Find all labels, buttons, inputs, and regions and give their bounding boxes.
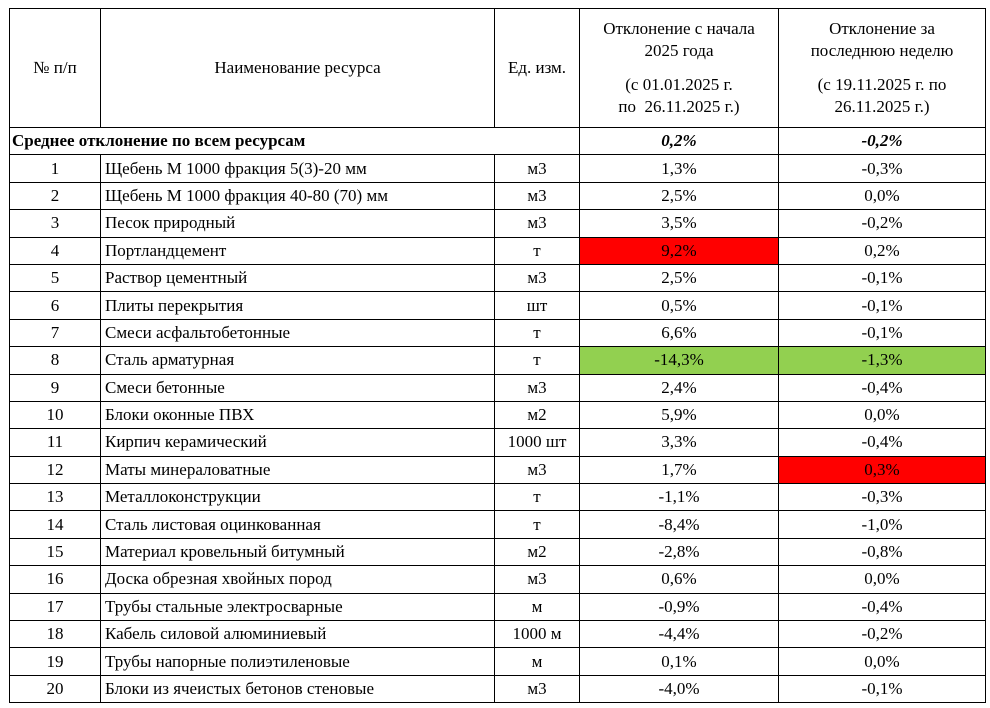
average-label: Среднее отклонение по всем ресурсам <box>10 128 580 155</box>
table-row <box>10 593 986 620</box>
unit-of-measure: т <box>495 484 580 511</box>
unit-of-measure: 1000 м <box>495 621 580 648</box>
row-num: 16 <box>10 566 101 593</box>
table-row <box>10 511 986 538</box>
header-week-deviation <box>779 9 986 128</box>
unit-of-measure: т <box>495 237 580 264</box>
ytd-deviation: 1,7% <box>580 456 779 483</box>
ytd-deviation: -8,4% <box>580 511 779 538</box>
unit-of-measure: м3 <box>495 675 580 702</box>
table-row <box>10 429 986 456</box>
resource-name: Раствор цементный <box>101 264 495 291</box>
table-row <box>10 648 986 675</box>
table-row <box>10 292 986 319</box>
unit-of-measure: м3 <box>495 374 580 401</box>
resource-name: Материал кровельный битумный <box>101 538 495 565</box>
ytd-deviation: -0,9% <box>580 593 779 620</box>
unit-of-measure: шт <box>495 292 580 319</box>
week-deviation: 0,3% <box>779 456 986 483</box>
unit-of-measure: м3 <box>495 456 580 483</box>
ytd-deviation: 6,6% <box>580 319 779 346</box>
week-deviation: -1,0% <box>779 511 986 538</box>
unit-of-measure: т <box>495 511 580 538</box>
row-num: 9 <box>10 374 101 401</box>
table-row <box>10 621 986 648</box>
unit-of-measure: м <box>495 648 580 675</box>
unit-of-measure: м3 <box>495 155 580 182</box>
table-body <box>10 128 986 703</box>
resource-name: Кирпич керамический <box>101 429 495 456</box>
table-row <box>10 538 986 565</box>
ytd-deviation: 2,4% <box>580 374 779 401</box>
row-num: 20 <box>10 675 101 702</box>
row-num: 14 <box>10 511 101 538</box>
week-deviation: 0,2% <box>779 237 986 264</box>
resource-name: Песок природный <box>101 210 495 237</box>
week-deviation: -0,1% <box>779 675 986 702</box>
header-ytd-line1: Отклонение с начала <box>603 19 755 38</box>
week-deviation: -0,2% <box>779 210 986 237</box>
header-unit: Ед. изм. <box>495 9 580 128</box>
ytd-deviation: 0,1% <box>580 648 779 675</box>
unit-of-measure: т <box>495 347 580 374</box>
ytd-deviation: 3,5% <box>580 210 779 237</box>
resource-name: Трубы стальные электросварные <box>101 593 495 620</box>
table-row <box>10 401 986 428</box>
table-row <box>10 484 986 511</box>
header-week-line1: Отклонение за <box>829 19 935 38</box>
resource-name: Смеси асфальтобетонные <box>101 319 495 346</box>
week-deviation: 0,0% <box>779 566 986 593</box>
resource-name: Сталь арматурная <box>101 347 495 374</box>
week-deviation: -0,4% <box>779 593 986 620</box>
table-row <box>10 319 986 346</box>
ytd-deviation: 0,5% <box>580 292 779 319</box>
header-ytd-deviation <box>580 9 779 128</box>
ytd-deviation: -14,3% <box>580 347 779 374</box>
week-deviation: 0,0% <box>779 648 986 675</box>
week-deviation: -0,3% <box>779 155 986 182</box>
header-ytd-line2: 2025 года <box>644 41 714 60</box>
week-deviation: -0,1% <box>779 319 986 346</box>
average-week-value: -0,2% <box>779 128 986 155</box>
table-row <box>10 155 986 182</box>
row-num: 7 <box>10 319 101 346</box>
table-row <box>10 566 986 593</box>
header-name: Наименование ресурса <box>101 9 495 128</box>
week-deviation: -0,8% <box>779 538 986 565</box>
unit-of-measure: м3 <box>495 210 580 237</box>
table-row <box>10 264 986 291</box>
week-deviation: -0,3% <box>779 484 986 511</box>
week-deviation: 0,0% <box>779 401 986 428</box>
ytd-deviation: -2,8% <box>580 538 779 565</box>
row-num: 3 <box>10 210 101 237</box>
row-num: 12 <box>10 456 101 483</box>
ytd-deviation: 0,6% <box>580 566 779 593</box>
header-ytd-line4: по 26.11.2025 г.) <box>618 97 740 116</box>
unit-of-measure: м <box>495 593 580 620</box>
average-ytd-value: 0,2% <box>580 128 779 155</box>
resource-name: Щебень М 1000 фракция 40-80 (70) мм <box>101 182 495 209</box>
resource-name: Кабель силовой алюминиевый <box>101 621 495 648</box>
table-row <box>10 374 986 401</box>
table-row <box>10 675 986 702</box>
resource-name: Металлоконструкции <box>101 484 495 511</box>
row-num: 8 <box>10 347 101 374</box>
row-num: 5 <box>10 264 101 291</box>
header-ytd-line3: (с 01.01.2025 г. <box>625 75 733 94</box>
table-row <box>10 182 986 209</box>
unit-of-measure: м3 <box>495 182 580 209</box>
unit-of-measure: м2 <box>495 538 580 565</box>
resource-name: Трубы напорные полиэтиленовые <box>101 648 495 675</box>
resource-name: Плиты перекрытия <box>101 292 495 319</box>
week-deviation: 0,0% <box>779 182 986 209</box>
ytd-deviation: 2,5% <box>580 264 779 291</box>
resource-name: Доска обрезная хвойных пород <box>101 566 495 593</box>
table-row <box>10 210 986 237</box>
table-row <box>10 347 986 374</box>
resource-name: Сталь листовая оцинкованная <box>101 511 495 538</box>
week-deviation: -0,4% <box>779 374 986 401</box>
row-num: 4 <box>10 237 101 264</box>
week-deviation: -0,4% <box>779 429 986 456</box>
row-num: 6 <box>10 292 101 319</box>
ytd-deviation: 1,3% <box>580 155 779 182</box>
row-num: 1 <box>10 155 101 182</box>
row-num: 19 <box>10 648 101 675</box>
header-week-line3: (с 19.11.2025 г. по <box>817 75 947 94</box>
table-header-row <box>10 9 986 128</box>
unit-of-measure: т <box>495 319 580 346</box>
unit-of-measure: м2 <box>495 401 580 428</box>
table-row <box>10 237 986 264</box>
row-num: 10 <box>10 401 101 428</box>
resource-name: Маты минераловатные <box>101 456 495 483</box>
ytd-deviation: 3,3% <box>580 429 779 456</box>
week-deviation: -0,1% <box>779 264 986 291</box>
ytd-deviation: 2,5% <box>580 182 779 209</box>
week-deviation: -0,2% <box>779 621 986 648</box>
header-week-line2: последнюю неделю <box>810 41 954 60</box>
resource-deviation-table <box>9 8 986 703</box>
week-deviation: -1,3% <box>779 347 986 374</box>
ytd-deviation: -4,0% <box>580 675 779 702</box>
row-num: 2 <box>10 182 101 209</box>
ytd-deviation: -1,1% <box>580 484 779 511</box>
resource-name: Смеси бетонные <box>101 374 495 401</box>
header-week-line4: 26.11.2025 г.) <box>834 97 930 116</box>
resource-name: Блоки из ячеистых бетонов стеновые <box>101 675 495 702</box>
header-num: № п/п <box>10 9 101 128</box>
week-deviation: -0,1% <box>779 292 986 319</box>
ytd-deviation: 9,2% <box>580 237 779 264</box>
table-row <box>10 456 986 483</box>
row-num: 13 <box>10 484 101 511</box>
resource-name: Портландцемент <box>101 237 495 264</box>
row-num: 17 <box>10 593 101 620</box>
average-row <box>10 128 986 155</box>
ytd-deviation: 5,9% <box>580 401 779 428</box>
row-num: 15 <box>10 538 101 565</box>
ytd-deviation: -4,4% <box>580 621 779 648</box>
unit-of-measure: м3 <box>495 264 580 291</box>
row-num: 11 <box>10 429 101 456</box>
unit-of-measure: м3 <box>495 566 580 593</box>
unit-of-measure: 1000 шт <box>495 429 580 456</box>
resource-name: Блоки оконные ПВХ <box>101 401 495 428</box>
row-num: 18 <box>10 621 101 648</box>
resource-name: Щебень М 1000 фракция 5(3)-20 мм <box>101 155 495 182</box>
